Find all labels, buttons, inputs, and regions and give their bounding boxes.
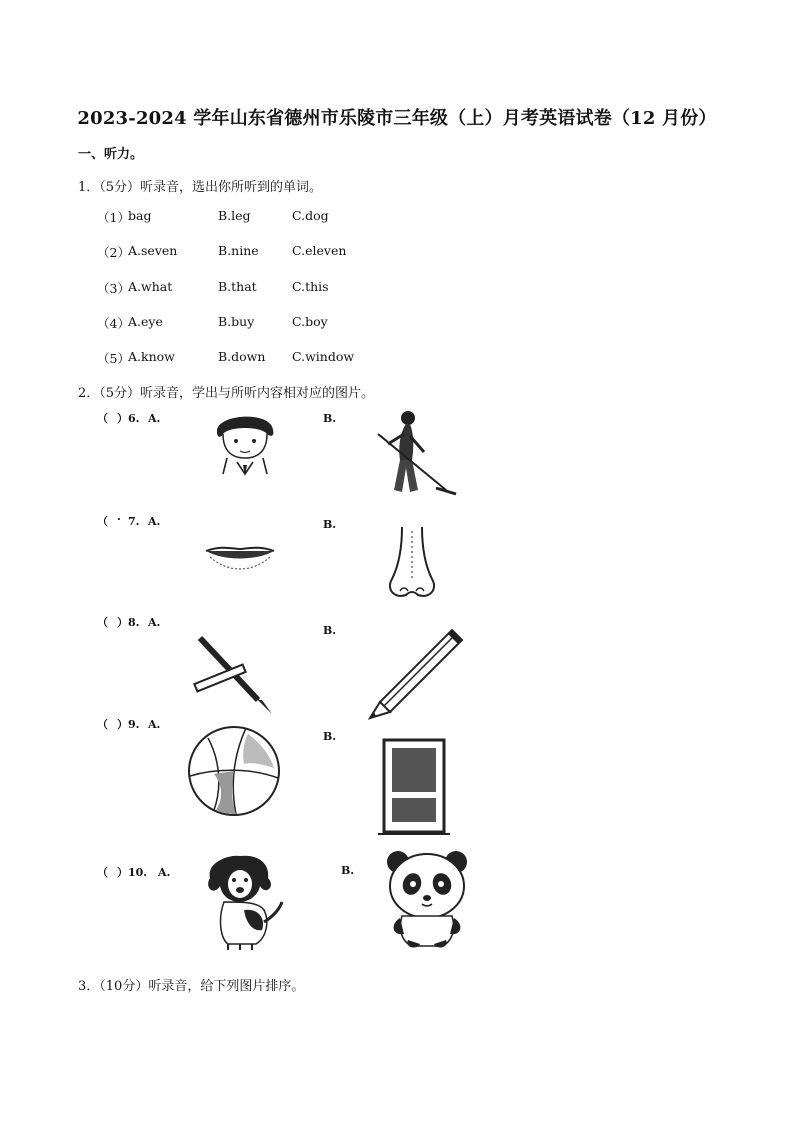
boy-face-icon[interactable]	[205, 410, 285, 480]
section-heading: 一、听力。	[78, 147, 144, 162]
option-a[interactable]: bag	[128, 208, 152, 223]
question-number: 7.	[128, 515, 140, 528]
option-a-label: A.	[148, 718, 161, 731]
answer-paren-open[interactable]: （	[97, 412, 108, 425]
option-b-label: B.	[323, 518, 337, 531]
item-number: （4）	[97, 316, 130, 331]
answer-paren-open[interactable]: （	[97, 616, 108, 629]
door-icon[interactable]	[378, 738, 450, 838]
answer-paren-open[interactable]: （	[97, 866, 108, 879]
option-c[interactable]: C.boy	[292, 314, 328, 329]
mouth-icon[interactable]	[200, 539, 280, 575]
panda-icon[interactable]	[382, 850, 474, 950]
man-sweeping-icon[interactable]	[372, 408, 462, 502]
option-b-label: B.	[341, 864, 355, 877]
question-number: 6.	[128, 412, 140, 425]
option-c[interactable]: C.window	[292, 349, 355, 364]
answer-paren-open[interactable]: （	[97, 515, 108, 528]
option-b[interactable]: B.down	[218, 349, 266, 364]
option-a-label: A.	[148, 515, 161, 528]
option-b-label: B.	[323, 412, 337, 425]
ball-icon[interactable]	[186, 724, 282, 818]
page-title: 2023-2024 学年山东省德州市乐陵市三年级（上）月考英语试卷（12 月份）	[77, 108, 717, 129]
option-b[interactable]: B.nine	[218, 243, 259, 258]
question-2-prompt: 2．（5分）听录音，学出与所听内容相对应的图片。	[78, 386, 375, 401]
answer-paren-close: ·	[117, 513, 121, 526]
option-a-label: A.	[158, 866, 171, 879]
option-a-label: A.	[148, 412, 161, 425]
option-b[interactable]: B.leg	[218, 208, 251, 223]
dog-icon[interactable]	[200, 852, 286, 952]
option-b-label: B.	[323, 624, 337, 637]
question-number: 10.	[128, 866, 148, 879]
question-number: 8.	[128, 616, 140, 629]
question-3-prompt: 3．（10分）听录音，给下列图片排序。	[78, 979, 305, 994]
option-a-label: A.	[148, 616, 161, 629]
option-c[interactable]: C.dog	[292, 208, 329, 223]
option-b[interactable]: B.that	[218, 279, 257, 294]
item-number: （3）	[97, 281, 130, 296]
option-c[interactable]: C.eleven	[292, 243, 347, 258]
item-number: （2）	[97, 245, 130, 260]
answer-paren-close: ）	[117, 412, 128, 425]
answer-paren-close: ）	[117, 866, 128, 879]
option-b-label: B.	[323, 730, 337, 743]
option-a[interactable]: A.what	[128, 279, 173, 294]
pencil-icon[interactable]	[368, 628, 464, 720]
answer-paren-close: ）	[117, 616, 128, 629]
option-c[interactable]: C.this	[292, 279, 329, 294]
item-number: （1）	[97, 210, 130, 225]
option-a[interactable]: A.eye	[128, 314, 163, 329]
nose-icon[interactable]	[380, 523, 450, 603]
question-number: 9.	[128, 718, 140, 731]
pen-icon[interactable]	[192, 628, 274, 714]
answer-paren-close: ）	[117, 718, 128, 731]
item-number: （5）	[97, 351, 130, 366]
option-a[interactable]: A.know	[128, 349, 175, 364]
answer-paren-open[interactable]: （	[97, 718, 108, 731]
option-a[interactable]: A.seven	[128, 243, 178, 258]
option-b[interactable]: B.buy	[218, 314, 255, 329]
question-1-prompt: 1．（5分）听录音，选出你所听到的单词。	[78, 180, 323, 195]
